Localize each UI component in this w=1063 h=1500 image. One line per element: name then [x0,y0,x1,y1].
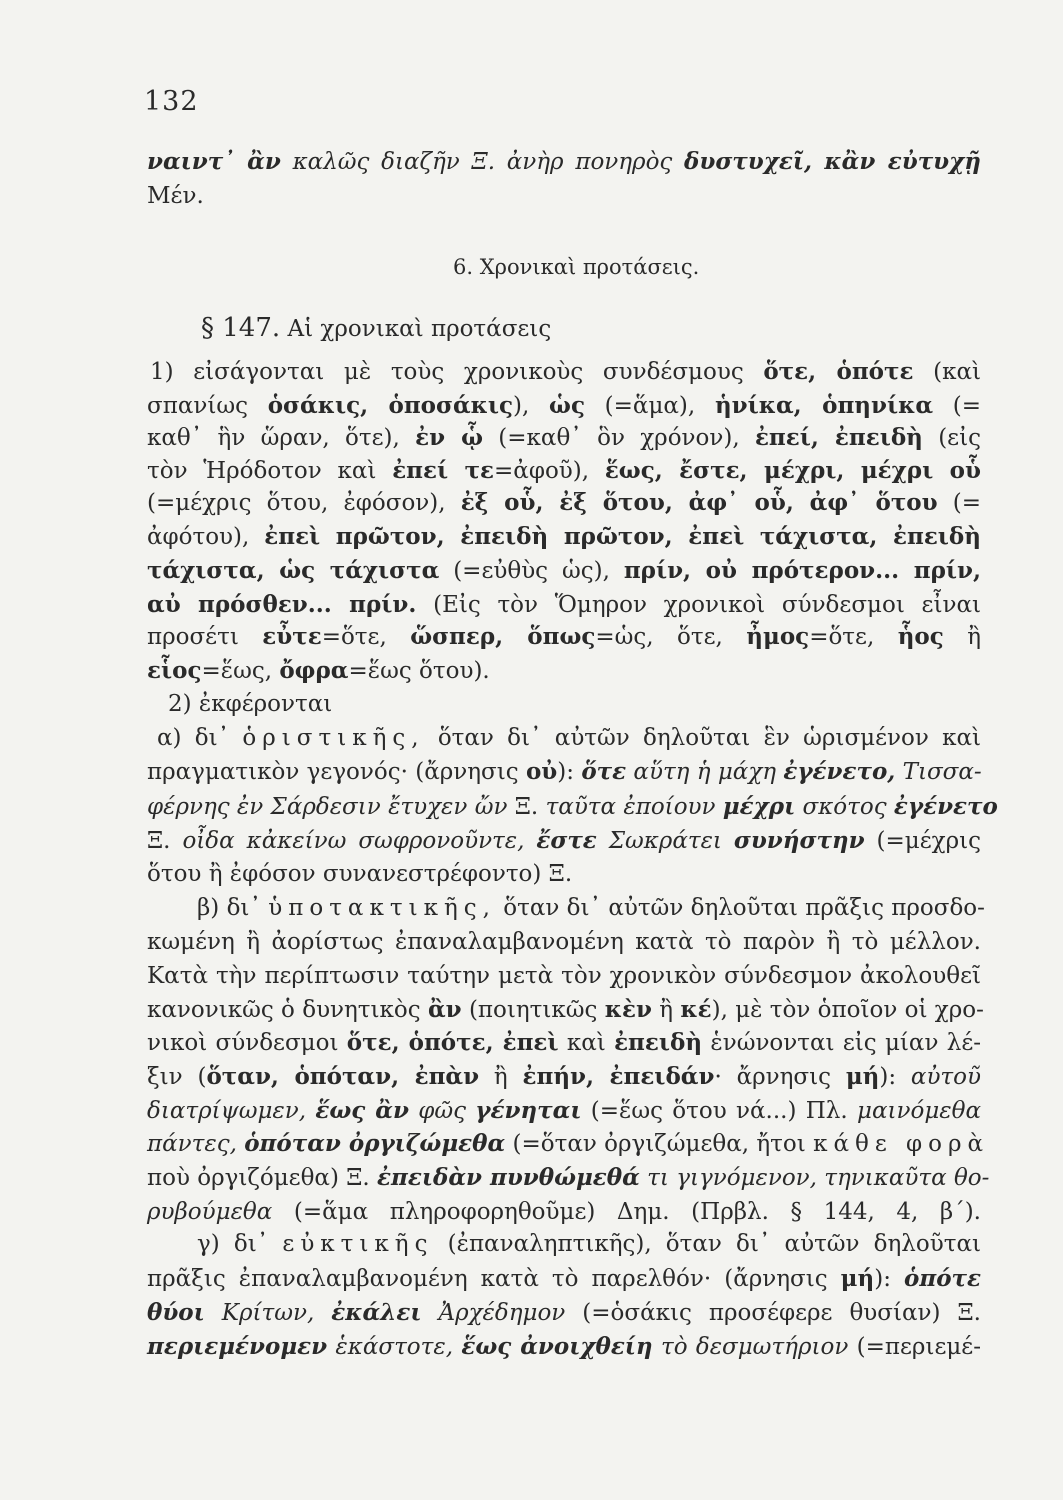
text-line [147,455,981,487]
text-run: ἐγένετο, [783,758,896,785]
text-run: ἐγένετο [893,793,998,820]
text-run: γ) δι᾽ [197,1231,283,1257]
text-run: καλῶς διαζῆν Ξ. ἀνὴρ πονηρὸς [280,149,685,175]
text-run: ὁπότε [904,1265,981,1292]
text-run: ): [557,759,582,785]
text-run: προσέτι [147,624,263,650]
text-line [147,589,981,621]
text-run: ἡνίκα, ὁπηνίκα [714,392,934,419]
text-run: (=ἕως ὅτου νά...) Πλ. [581,1098,857,1124]
text-line [147,1331,981,1363]
text-run: ὅταν, ὁπόταν, ἐπὰν [206,1063,480,1090]
text-run: (=ὁσάκις προσέφερε θυσίαν) Ξ. [565,1300,981,1326]
text-run: εὖτε [262,623,322,650]
text-run: καθ᾽ ἣν ὥραν, ὅτε), [147,425,416,451]
text-run: καὶ [558,1030,615,1056]
text-run: ἐπεί τε [392,457,495,484]
text-run: δυστυχεῖ, κἂν εὐτυχῇ [684,148,981,175]
section-heading: 6. Χρονικαὶ προτάσεις. [453,255,700,279]
text-run: Ἀρχέδημον [421,1300,566,1326]
text-run: =ὡς, ὅτε, [595,624,747,650]
text-run: φῶς [408,1098,476,1124]
text-run: ὅτε, ὁπότε, ἐπεὶ [346,1029,559,1056]
text-run: 2) ἐκφέρονται [168,691,333,717]
text-run: θύοι [147,1299,205,1326]
text-run: ὅτε, ὁπότε [763,358,914,385]
text-run: ὡς [549,392,585,419]
text-run: (Εἰς τὸν Ὅμηρον χρονικοὶ σύνδεσμοι εἶναι [416,592,981,618]
text-run: ἐπήν, ἐπειδάν [522,1063,715,1090]
text-run: (καὶ [913,359,982,385]
text-run: ἐκάλει [331,1299,422,1326]
text-run: ἢ [479,1064,523,1090]
text-run: κέ [680,996,712,1023]
text-line [150,356,981,388]
text-run: διατρίψωμεν, [147,1098,316,1124]
text-run: σπανίως [147,393,268,419]
text-run: 1) εἰσάγονται μὲ τοὺς χρονικοὺς συνδέσμους [150,359,764,385]
text-run: =ἕως, [201,658,280,684]
text-line [197,1228,981,1260]
text-line [147,390,981,422]
text-run: (=ὅταν ὀργιζώμεθα, ἤτοι [505,1131,814,1157]
text-run: πάντες, [147,1131,245,1157]
text-line [197,892,985,924]
text-run: ): [879,1064,911,1090]
text-line [147,521,981,553]
text-run: ἐν ᾧ [415,424,483,451]
text-run: (=καθ᾽ ὃν χρόνον), [482,425,755,451]
text-run: Κατὰ τὴν περίπτωσιν ταύτην μετὰ τὸν χρονικὸν σύνδεσμον ἀκολουθεῖ [147,963,981,989]
text-run: ὁσάκις, ὁποσάκις [267,392,514,419]
text-run: ὥσπερ, ὅπως [410,623,596,650]
text-run: (= [937,490,982,516]
text-run: Σωκράτει [596,828,734,854]
text-run: (ποιητικῶς [461,997,605,1023]
text-run: κανονικῶς ὁ δυνητικὸς [147,997,428,1023]
text-line [147,994,984,1026]
text-run: ὄφρα [279,657,349,684]
text-run: ὅτου ἢ ἐφόσον συνανεστρέφοντο) Ξ. [147,861,573,887]
text-run: α) δι᾽ [157,725,243,751]
text-run: ), [513,393,550,419]
text-line [147,756,981,788]
text-run: τάχιστα, ὡς τάχιστα [147,557,440,584]
text-run: ἐπεί, ἐπειδὴ [754,424,923,451]
text-run: · ἄρνησις [714,1064,846,1090]
text-run: μή [840,1265,875,1292]
text-run: κὲν [604,996,652,1023]
text-run: οἶδα κἀκείνω σωφρονοῦντε, [182,828,537,854]
text-run: πρίν, οὐ πρότερον... πρίν, [623,557,981,584]
text-run: =ἀφοῦ), [494,458,605,484]
text-run: κάθε φορὰ [813,1131,990,1157]
text-line [147,180,204,212]
text-run: ὁριστικῆς, [242,725,425,751]
text-line [147,825,981,857]
text-line [201,312,551,345]
text-run: αὕτη ἡ μάχη [626,759,784,785]
text-line [147,487,981,519]
text-run: Αἱ χρονικαὶ προτάσεις [280,316,552,342]
text-run: ξιν ( [147,1064,207,1090]
text-run: αὐ πρόσθεν... πρίν. [147,591,417,618]
text-run: ὅταν δι᾽ αὐτῶν δηλοῦται πρᾶξις προσδο- [495,895,985,921]
text-run: (εἰς [922,425,981,451]
text-run: ἕως ἀνοιχθείη [461,1333,653,1360]
text-run: ἑνώνονται εἰς μίαν λέ- [702,1030,982,1056]
text-run: Ξ. [507,794,546,820]
text-run: =ὅτε, [809,624,898,650]
text-line [168,688,332,720]
text-run: κωμένη ἢ ἀορίστως ἐπαναλαμβανομένη κατὰ τὸ παρὸν ἢ τὸ μέλλον. [147,929,981,955]
text-run: τὸ δεσμωτήριον [652,1334,849,1360]
text-run: ἀφότου), [147,524,265,550]
text-run: (=εὐθὺς ὡς), [439,558,624,584]
text-run: τὸν Ἡρόδοτον καὶ [147,458,393,484]
text-run: § 147. [201,313,281,343]
text-line [147,926,981,958]
text-run: περιεμένομεν [147,1333,328,1360]
text-line [147,858,572,890]
text-run: ὁπόταν ὀργιζώμεθα [244,1130,506,1157]
text-run: β) δι᾽ [197,895,269,921]
text-run: οὐ [525,758,558,785]
text-run: ναιντ᾽ ἂν [147,148,281,175]
text-run: εἷος [147,657,202,684]
text-run: ἦμος [746,623,810,650]
text-run: νικοὶ σύνδεσμοι [147,1030,347,1056]
text-run: ρυβούμεθα [147,1199,273,1225]
text-run: ἐπειδὴ [614,1029,703,1056]
text-run: ἑκάστοτε, [327,1334,462,1360]
text-run: φέρνης ἐν Σάρδεσιν ἔτυχεν ὤν [147,794,508,820]
text-run: ὅταν δι᾽ αὐτῶν δηλοῦται ἓν ὡρισμένον καὶ [424,725,982,751]
text-run: ἔστε [536,827,597,854]
text-run: ἐπειδὰν πυνθώμεθά [377,1164,640,1191]
text-run: ἕως ἂν [315,1097,409,1124]
text-run: πραγματικὸν γεγονός· (ἄρνησις [147,759,526,785]
text-run: μαινόμεθα [857,1098,981,1124]
text-run: ἕως, ἔστε, μέχρι, μέχρι οὗ [604,457,981,484]
text-run: Κρίτων, [204,1300,332,1326]
text-line [147,422,981,454]
text-run: πρᾶξις ἐπαναλαμβανομένη κατὰ τὸ παρελθόν· (ἄρνησις [147,1266,841,1292]
text-line [147,791,998,823]
text-line [147,1027,981,1059]
text-run: (ἐπαναληπτικῆς), ὅταν δι᾽ αὐτῶν δηλοῦται [433,1231,981,1257]
text-run: (= [933,393,981,419]
page-number: 132 [144,86,199,117]
text-line [147,1061,981,1093]
text-line [147,555,981,587]
text-run: γένηται [475,1097,582,1124]
text-line [157,722,981,754]
text-run: ταῦτα ἐποίουν [545,794,723,820]
text-run: μέχρι [722,793,796,820]
text-run: Μέν. [147,183,204,209]
text-line [147,146,981,178]
text-run: =ἕως ὅτου). [348,658,490,684]
text-run: ὅτε [581,758,627,785]
text-line [147,655,490,687]
text-line [147,1128,990,1160]
text-run: ἂν [427,996,462,1023]
text-run: (=ἅμα), [584,393,715,419]
text-run: ἧος [897,623,944,650]
text-run: ἢ [651,997,681,1023]
text-line [147,1263,981,1295]
text-run: Τισσα- [895,759,982,785]
text-run: ποὺ ὀργιζόμεθα) Ξ. [147,1165,378,1191]
text-run: ἐξ οὗ, ἐξ ὅτου, ἀφ᾽ οὗ, ἀφ᾽ ὅτου [460,489,938,516]
text-run: αὐτοῦ [910,1064,981,1090]
text-line [147,960,981,992]
text-run: τι γιγνόμενον, τηνικαῦτα θο- [639,1165,990,1191]
text-run: (=μέχρις [864,828,982,854]
text-line [147,1095,981,1127]
text-run: σκότος [795,794,894,820]
text-run: (=μέχρις ὅτου, ἐφόσον), [147,490,461,516]
text-run: (=περιεμέ- [848,1334,981,1360]
text-line [147,1196,981,1228]
text-run: ), μὲ τὸν ὁποῖον οἱ χρο- [711,997,984,1023]
text-line [147,1162,990,1194]
text-run: =ὅτε, [321,624,411,650]
text-run: Ξ. [147,828,183,854]
text-run: ἐπεὶ πρῶτον, ἐπειδὴ πρῶτον, ἐπεὶ τάχιστα, ἐπειδὴ [264,523,981,550]
text-line [147,621,981,653]
text-run: ἢ [943,624,981,650]
text-run: εὐκτικῆς [282,1231,434,1257]
text-run: ὑποτακτικῆς, [268,895,496,921]
text-run: ): [874,1266,905,1292]
text-line [147,1297,981,1329]
text-run: (=ἅμα πληροφορηθοῦμε) Δημ. (Πρβλ. § 144, 4, β΄). [272,1199,981,1225]
text-run: συνήστην [733,827,865,854]
text-run: μή [845,1063,880,1090]
